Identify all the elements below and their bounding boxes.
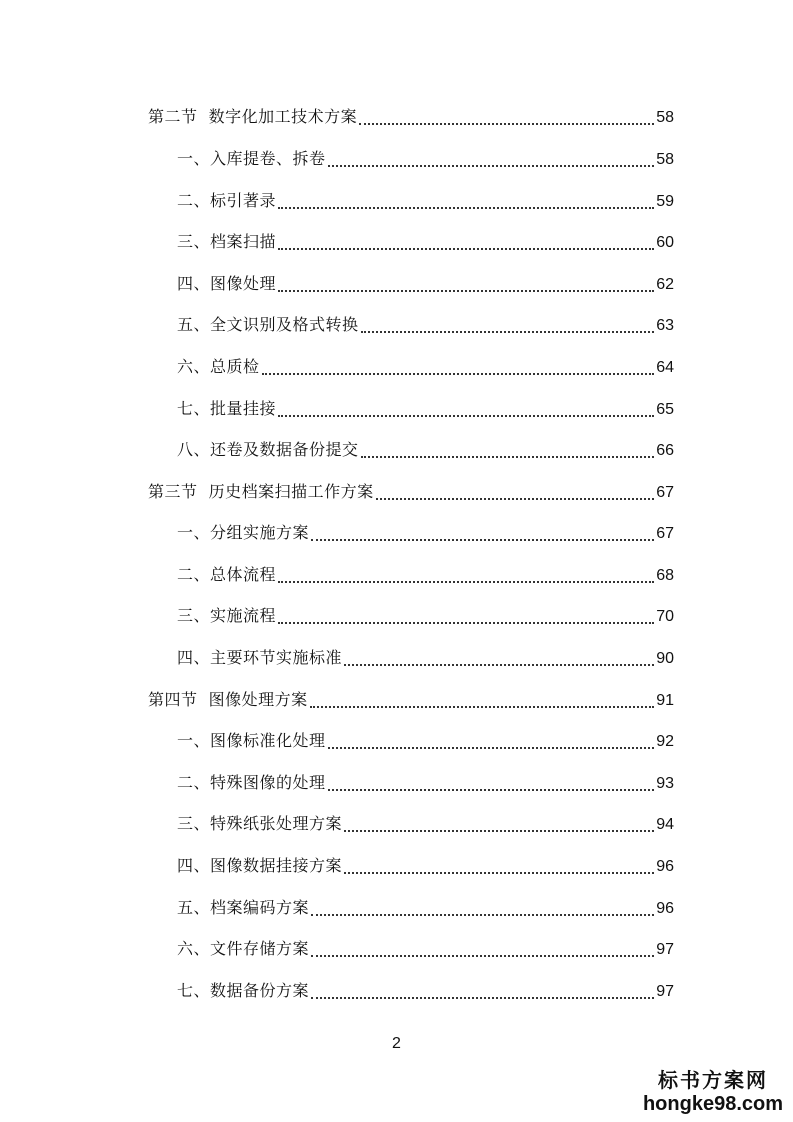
toc-entry-page: 62 <box>656 276 674 293</box>
toc-entry-page: 97 <box>656 983 674 1000</box>
toc-entry[interactable] <box>177 397 674 421</box>
toc-entry-title: 三、档案扫描 <box>177 232 277 251</box>
dot-leader <box>311 914 654 916</box>
toc-entry[interactable] <box>177 147 674 171</box>
toc-entry-title: 第四节 图像处理方案 <box>148 690 308 709</box>
dot-leader <box>344 872 654 874</box>
toc-entry-page: 59 <box>656 193 674 210</box>
dot-leader <box>359 123 654 125</box>
dot-leader <box>328 165 655 167</box>
toc-entry-page: 93 <box>656 775 674 792</box>
toc-entry-page: 67 <box>656 484 674 501</box>
dot-leader <box>262 373 655 375</box>
toc-entry-page: 58 <box>656 151 674 168</box>
toc-entry[interactable] <box>177 313 674 337</box>
toc-entry-page: 96 <box>656 858 674 875</box>
toc-entry-title: 四、主要环节实施标准 <box>177 648 343 667</box>
toc-entry[interactable] <box>177 771 674 795</box>
dot-leader <box>278 248 654 250</box>
toc-entry-page: 96 <box>656 900 674 917</box>
toc-entry[interactable] <box>177 896 674 920</box>
toc-entry-title: 六、总质检 <box>177 357 260 376</box>
toc-entry-title: 一、图像标准化处理 <box>177 731 326 750</box>
toc-entry-title: 一、入库提卷、拆卷 <box>177 149 326 168</box>
toc-entry-page: 92 <box>656 733 674 750</box>
toc-entry-page: 58 <box>656 109 674 126</box>
toc-entry-page: 67 <box>656 525 674 542</box>
dot-leader <box>376 498 655 500</box>
toc-entry[interactable] <box>177 646 674 670</box>
toc-entry-title: 五、档案编码方案 <box>177 898 310 917</box>
toc-entry-page: 94 <box>656 816 674 833</box>
toc-entry[interactable] <box>177 272 674 296</box>
toc-entry-title: 二、总体流程 <box>177 565 277 584</box>
toc-entry[interactable] <box>177 854 674 878</box>
dot-leader <box>328 747 655 749</box>
dot-leader <box>361 331 655 333</box>
dot-leader <box>311 997 654 999</box>
toc-entry-title: 六、文件存储方案 <box>177 939 310 958</box>
toc-entry-page: 90 <box>656 650 674 667</box>
toc-entry[interactable] <box>177 563 674 587</box>
toc-entry[interactable] <box>148 688 674 712</box>
toc-entry-page: 91 <box>656 692 674 709</box>
watermark-logo <box>643 1064 783 1116</box>
toc-entry[interactable] <box>177 438 674 462</box>
toc-entry-title: 一、分组实施方案 <box>177 523 310 542</box>
toc-entry-title: 五、全文识别及格式转换 <box>177 315 359 334</box>
dot-leader <box>278 581 654 583</box>
toc-entry-title: 二、标引著录 <box>177 191 277 210</box>
toc-entry-page: 60 <box>656 234 674 251</box>
watermark-chinese: 标书方案网 <box>657 1068 768 1092</box>
dot-leader <box>278 622 654 624</box>
toc-entry-title: 四、图像处理 <box>177 274 277 293</box>
toc-entry-page: 64 <box>656 359 674 376</box>
toc-entry-title: 第三节 历史档案扫描工作方案 <box>148 482 374 501</box>
toc-entry[interactable] <box>148 105 674 129</box>
toc-entry-title: 七、批量挂接 <box>177 399 277 418</box>
toc-entry-page: 66 <box>656 442 674 459</box>
dot-leader <box>278 290 654 292</box>
dot-leader <box>310 706 655 708</box>
toc-entry-title: 三、实施流程 <box>177 606 277 625</box>
toc-entry-title: 七、数据备份方案 <box>177 981 310 1000</box>
toc-entry[interactable] <box>177 812 674 836</box>
toc-entry-title: 四、图像数据挂接方案 <box>177 856 343 875</box>
dot-leader <box>344 830 654 832</box>
dot-leader <box>311 539 654 541</box>
toc-entry-page: 70 <box>656 608 674 625</box>
toc-entry[interactable] <box>177 729 674 753</box>
toc-entry[interactable] <box>177 937 674 961</box>
toc-entry-title: 第二节 数字化加工技术方案 <box>148 107 358 126</box>
toc-entry-page: 97 <box>656 941 674 958</box>
dot-leader <box>311 955 654 957</box>
toc-entry-title: 三、特殊纸张处理方案 <box>177 814 343 833</box>
toc-entry-page: 68 <box>656 567 674 584</box>
toc-entry-page: 65 <box>656 401 674 418</box>
toc-entry-page: 63 <box>656 317 674 334</box>
toc-entry[interactable] <box>177 355 674 379</box>
toc-entry[interactable] <box>177 979 674 1003</box>
toc-entry[interactable] <box>177 230 674 254</box>
toc-entry[interactable] <box>177 521 674 545</box>
toc-entry-title: 二、特殊图像的处理 <box>177 773 326 792</box>
dot-leader <box>361 456 655 458</box>
dot-leader <box>328 789 655 791</box>
dot-leader <box>278 415 654 417</box>
dot-leader <box>278 207 654 209</box>
page-number: 2 <box>392 1035 401 1052</box>
toc-entry[interactable] <box>148 480 674 504</box>
toc-entry[interactable] <box>177 604 674 628</box>
toc-entry-title: 八、还卷及数据备份提交 <box>177 440 359 459</box>
watermark-domain: hongke98.com <box>642 1093 783 1115</box>
dot-leader <box>344 664 654 666</box>
toc-entry[interactable] <box>177 189 674 213</box>
